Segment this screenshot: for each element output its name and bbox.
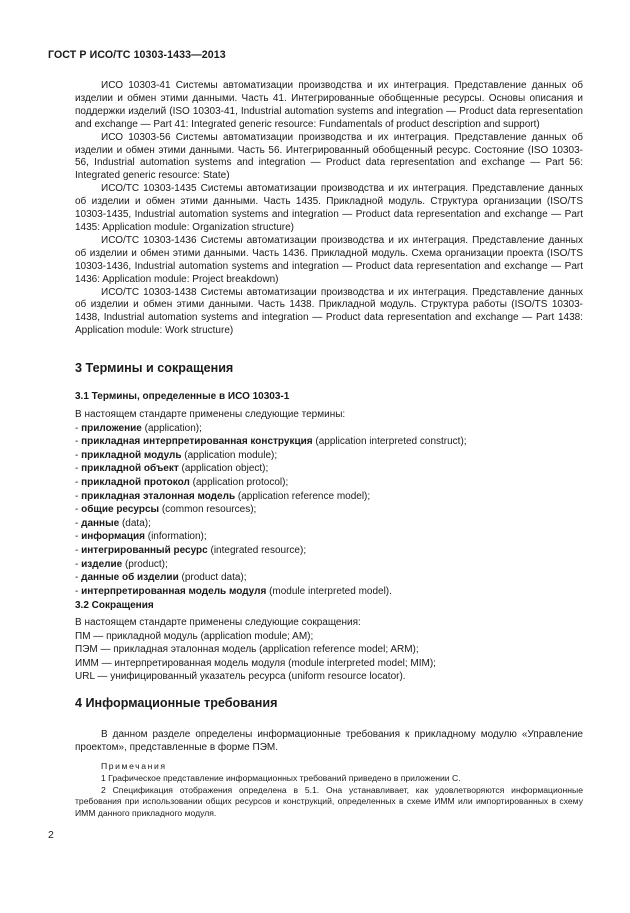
notes-title: Примечания [101,761,167,771]
term-item: - прикладной объект (application object); [75,463,269,475]
abbreviation-item: ПМ — прикладной модуль (application module; AM); [75,630,314,642]
term-item: - данные (data); [75,517,151,529]
reference-item: ИСО/ТС 10303-1435 Системы автоматизации производства и их интеграция. Представление данных об изделии и обмен этими данными. Часть 1435. Прикладной модуль. Структура организации (ISO/TS 10303-1435, Industrial automation systems and integration — Product data representation and exchange — Part 1435: Application module: Organization structure) [75,183,583,233]
term-item: - изделие (product); [75,558,168,570]
note-item: 2 Спецификация отображения определена в 5.1. Она устанавливает, как удовлетворяются информационные требования при использовании общих ресурсов и конструкций, определенных в схеме ИММ или импортированных в схему ИММ данного прикладного модуля. [75,784,583,818]
document-header: ГОСТ Р ИСО/ТС 10303-1433—2013 [48,49,226,61]
term-item: - интегрированный ресурс (integrated resource); [75,544,307,556]
term-item: - прикладной модуль (application module); [75,449,278,461]
term-item: - приложение (application); [75,422,202,434]
abbreviation-item: ИММ — интерпретированная модель модуля (module interpreted model; MIM); [75,657,436,669]
abbreviations-intro: В настоящем стандарте применены следующие сокращения: [75,617,361,628]
terms-intro: В настоящем стандарте применены следующие термины: [75,409,346,420]
note-item: 1 Графическое представление информационных требований приведено в приложении С. [101,773,461,784]
terms-list [75,408,583,598]
reference-item: ИСО/ТС 10303-1436 Системы автоматизации производства и их интеграция. Представление данных об изделии и обмен этими данными. Часть 1436. Прикладной модуль. Схема организации проекта (ISO/TS 10303-1436, Industrial automation systems and integration — Product data representation and exchange — Part 1436: Application module: Project breakdown) [75,234,583,285]
term-item: - данные об изделии (product data); [75,572,247,584]
abbreviation-item: ПЭМ — прикладная эталонная модель (application reference model; ARM); [75,644,419,656]
section-3-heading: 3 Термины и сокращения [75,361,234,375]
term-item: - интерпретированная модель модуля (module interpreted model). [75,585,392,597]
notes-block [75,761,583,819]
section-3-1-heading: 3.1 Термины, определенные в ИСО 10303-1 [75,391,290,402]
term-item: - прикладная интерпретированная конструкция (application interpreted construct); [75,436,467,448]
section-4-heading: 4 Информационные требования [75,696,278,710]
term-item: - общие ресурсы (common resources); [75,504,257,516]
abbreviations-list [75,616,583,684]
section-4-intro: В данном разделе определены информационные требования к прикладному модулю «Управление проектом», представленные в форме ПЭМ. [75,729,583,753]
page-number: 2 [48,829,54,841]
term-item: - информация (information); [75,531,207,543]
reference-item: ИСО/ТС 10303-1438 Системы автоматизации производства и их интеграция. Представление данных об изделии и обмен этими данными. Часть 1438. Прикладной модуль. Структура работы (ISO/TS 10303-1438, Industrial automation systems and integration — Product data representation and exchange — Part 1438: Application module: Work structure) [75,286,583,337]
normative-references [75,80,583,338]
term-item: - прикладная эталонная модель (application reference model); [75,490,371,502]
reference-item: ИСО 10303-41 Системы автоматизации производства и их интеграция. Представление данных об изделии и обмен этими данными. Часть 41. Интегрированные обобщенные ресурсы. Основы описания и поддержки изделий (ISO 10303-41, Industrial automation systems and integration — Product data representation and exchange — Part 41: Integrated generic resource: Fundamentals of product description and support) [75,80,583,130]
abbreviation-item: URL — унифицированный указатель ресурса (uniform resource locator). [75,671,406,683]
section-3-2-heading: 3.2 Сокращения [75,600,154,611]
term-item: - прикладной протокол (application protocol); [75,476,289,488]
reference-item: ИСО 10303-56 Системы автоматизации производства и их интеграция. Представление данных об изделии и обмен этими данными. Часть 56. Интегрированный обобщенный ресурс. Состояние (ISO 10303-56, Industrial automation systems and integration — Product data representation and exchange — Part 56: Integrated generic resource: State) [75,131,583,182]
